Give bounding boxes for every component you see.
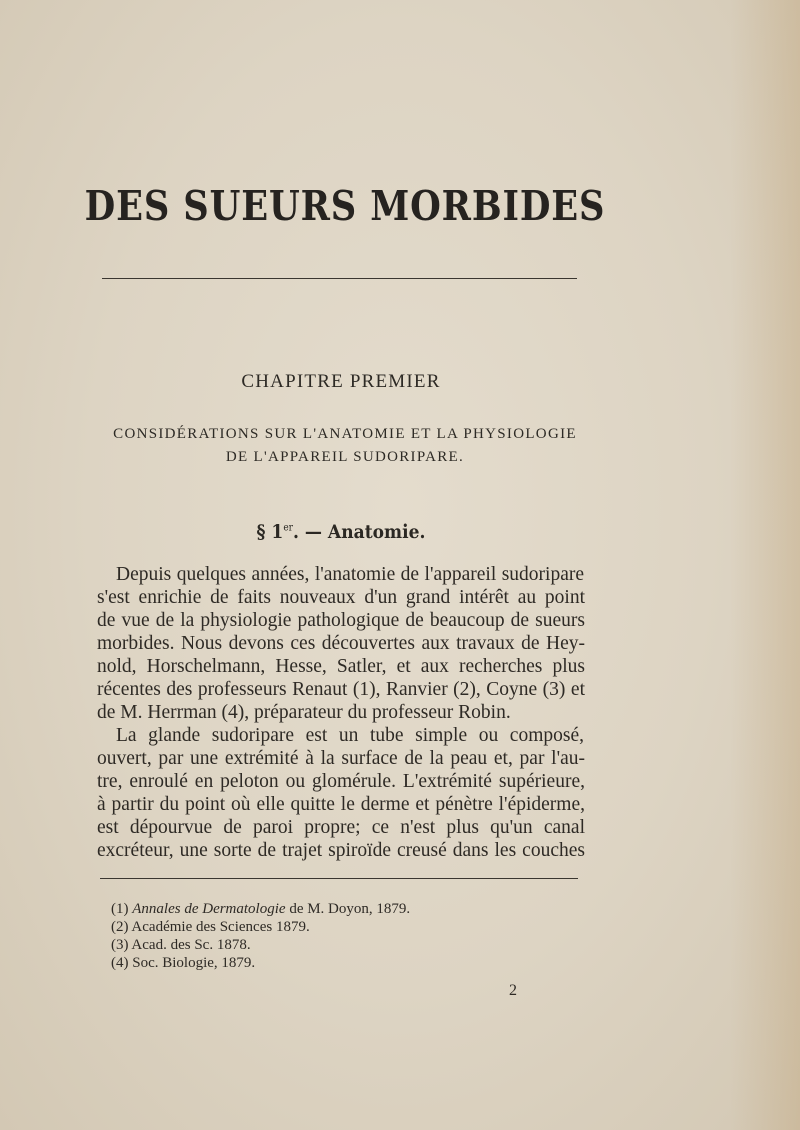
footnote-text: Soc. Biologie, 1879.: [128, 955, 256, 971]
footnote-number: (4): [111, 955, 129, 971]
title-rule: [102, 278, 577, 279]
footnote-4: [111, 953, 255, 973]
body-line: de vue de la physiologie pathologique de beaucoup de sueurs: [97, 610, 585, 631]
chapter-subtitle-line-2: DE L'APPAREIL SUDORIPARE.: [225, 449, 465, 465]
page-title: DES SUEURS MORBIDES: [84, 182, 606, 230]
footnote-number: (2): [111, 919, 129, 935]
body-line: à partir du point où elle quitte le derme et pénètre l'épiderme,: [97, 794, 585, 815]
footnote-1: [111, 899, 410, 919]
body-line: nold, Horschelmann, Hesse, Satler, et aux recherches plus: [97, 656, 585, 677]
body-line: tre, enroulé en peloton ou glomérule. L'extrémité supérieure,: [97, 771, 585, 792]
footnote-number: (3): [111, 937, 129, 953]
page-edge-shading: [730, 0, 800, 1130]
footnote-3: [111, 935, 251, 955]
section-symbol: § 1: [256, 521, 284, 543]
footnote-text: Académie des Sciences 1879.: [128, 919, 310, 935]
footnote-rule: [100, 878, 578, 879]
footnote-text: Acad. des Sc. 1878.: [128, 937, 251, 953]
body-line: excréteur, une sorte de trajet spiroïde creusé dans les couches: [97, 840, 585, 861]
chapter-subtitle-line-1: CONSIDÉRATIONS SUR L'ANATOMIE ET LA PHYSIOLOGIE: [113, 426, 577, 442]
footnote-journal-title: Annales de Dermatologie: [132, 901, 286, 917]
body-line: Depuis quelques années, l'anatomie de l'appareil sudoripare: [116, 564, 584, 585]
body-line: morbides. Nous devons ces découvertes aux travaux de Hey-: [97, 633, 585, 654]
chapter-heading: CHAPITRE PREMIER: [241, 371, 441, 392]
body-line: récentes des professeurs Renaut (1), Ranvier (2), Coyne (3) et: [97, 679, 585, 700]
footnote-2: [111, 917, 310, 937]
footnote-text: de M. Doyon, 1879.: [285, 901, 411, 917]
body-line: de M. Herrman (4), préparateur du professeur Robin.: [97, 702, 511, 723]
section-superscript: er: [283, 522, 293, 534]
body-line: s'est enrichie de faits nouveaux d'un grand intérêt au point: [97, 587, 585, 608]
page-number: 2: [509, 982, 517, 999]
body-line: La glande sudoripare est un tube simple ou composé,: [116, 725, 584, 746]
section-heading: [34, 521, 648, 543]
body-line: est dépourvue de paroi propre; ce n'est plus qu'un canal: [97, 817, 585, 838]
footnote-number: (1): [111, 901, 129, 917]
body-line: ouvert, par une extrémité à la surface de la peau et, par l'au-: [97, 748, 585, 769]
section-title: . — Anatomie.: [292, 521, 426, 543]
